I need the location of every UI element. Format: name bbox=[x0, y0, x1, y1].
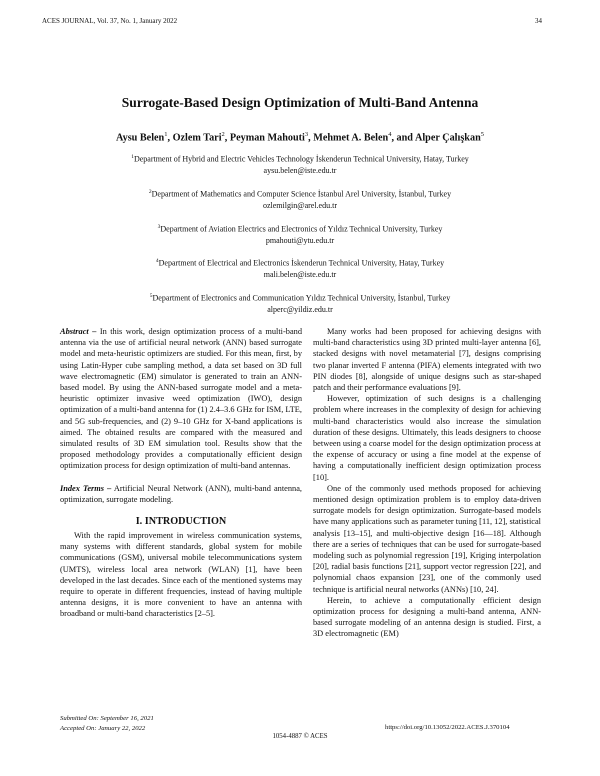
index-terms: Index Terms – Artificial Neural Network (ANN), multi-band antenna, optimization, surrogate modeling. bbox=[60, 483, 302, 504]
page-number: 34 bbox=[535, 17, 542, 25]
affiliation-marker: 3 bbox=[304, 131, 309, 138]
abstract: Abstract – In this work, design optimization process of a multi-band antenna via the use of artificial neural network (ANN) based surrogate model and meta-heuristic optimizers are studied. For this mean, first, by using Latin-Hyper cube sampling method, a data set based on 3D full wave electromagnetic (EM) simulator is generated to train an ANN-based model. By using the ANN-based surrogate model and a meta-heuristic optimizer invasive weed optimization (IWO), design optimization of a multi-band antenna for (1) 2.4–3.6 GHz for ISM, LTE, and 5G sub-frequencies, and (2) 9–10 GHz for X-band applications is aimed. The obtained results are compared with the measured and simulated results of 3D EM simulation tool. Results show that the proposed methodology provides a computationally efficient design optimization process for design optimization of multi-band antennas. bbox=[60, 327, 302, 471]
email: ozlemilgin@arel.edu.tr bbox=[262, 201, 337, 211]
intro-paragraph: With the rapid improvement in wireless communication systems, many systems with different standards, global system for mobile communications (GSM), universal mobile telecommunications system (UMTS), wireless local area network (WLAN) [1], have been developed in the last decades. Since each of the mentioned systems may require to operate in different frequencies, instead of having multiple antenna designs, it is more convenient to have an antenna with broadband or multi-band characteristics [2–5]. bbox=[60, 531, 302, 619]
section-heading: I. INTRODUCTION bbox=[135, 516, 227, 528]
author-name: Aysu Belen bbox=[116, 132, 165, 144]
paragraph: Herein, to achieve a computationally efficient design optimization process for designing a multi-band antenna, ANN-based surrogate modeling of an antenna design is studied. First, a 3D electromagnetic (EM) bbox=[313, 595, 541, 639]
author-list: Aysu Belen$^1$, Ozlem Tari$^2$, Peyman Mahouti$^3$, Mehmet A. Belen$^4$, and Alper Çalışkan$^5$ bbox=[116, 131, 484, 144]
paragraph: However, optimization of such designs is a challenging problem where increases in the complexity of design for achieving multi-band characteristics would also increase the simulation duration of these designs. Ultimately, this leads designers to choose between using a coarse model for the design optimization process at the expense of accuracy or using a fine model at the expense of having a computationally inefficient design optimization process [10]. bbox=[313, 394, 541, 482]
affiliation-marker: 2 bbox=[221, 131, 225, 138]
affiliation-5: $^5$Department of Electronics and Communication Yıldız Technical University, İstanbul, Turkey alperc@yildiz.edu.tr bbox=[149, 293, 451, 315]
right-column bbox=[313, 326, 541, 640]
affiliation-marker: 1 bbox=[164, 131, 168, 138]
email: mali.belen@iste.edu.tr bbox=[263, 270, 337, 280]
affiliation-3: $^3$Department of Aviation Electrics and Electronics of Yıldız Technical University, Turkey pmahouti@ytu.edu.tr bbox=[157, 224, 443, 246]
accepted-date: Accepted On: January 22, 2022 bbox=[60, 725, 146, 732]
author-name: Alper Çalışkan bbox=[414, 132, 481, 144]
submitted-date: Submitted On: September 16, 2021 bbox=[60, 715, 154, 722]
email: aysu.belen@iste.edu.tr bbox=[263, 166, 337, 176]
email: pmahouti@ytu.edu.tr bbox=[265, 236, 335, 246]
running-header: ACES JOURNAL, Vol. 37, No. 1, January 2022 bbox=[42, 17, 178, 25]
author-name: Peyman Mahouti bbox=[229, 132, 305, 144]
affiliation-4: $^4$Department of Electrical and Electronics İskenderun Technical University, Hatay, Turkey mali.belen@iste.edu.tr bbox=[155, 258, 445, 280]
left-column bbox=[60, 326, 302, 620]
author-name: Mehmet A. Belen bbox=[313, 132, 389, 144]
affiliation-2: $^2$Department of Mathematics and Computer Science İstanbul Arel University, İstanbul, Turkey ozlemilgin@arel.edu.tr bbox=[148, 189, 452, 211]
email: alperc@yildiz.edu.tr bbox=[267, 305, 333, 315]
affiliation-marker: 4 bbox=[388, 131, 392, 138]
doi-link[interactable]: https://doi.org/10.13052/2022.ACES.J.370104 bbox=[385, 724, 510, 731]
author-name: Ozlem Tari bbox=[172, 132, 222, 144]
affiliation-1: $^1$Department of Hybrid and Electric Vehicles Technology İskenderun Technical University, Hatay, Turkey aysu.belen@iste.edu.tr bbox=[131, 154, 469, 176]
paragraph: Many works had been proposed for achieving designs with multi-band characteristics using 3D printed multi-layer antenna [6], stacked designs with novel metamaterial [7], designs comprising two planar inverted F antenna (PIFA) elements integrated with two PIN diodes [8], alongside of unique designs such as star-shaped patch and their performance evaluations [9]. bbox=[313, 327, 541, 393]
issn: 1054-4887 © ACES bbox=[272, 733, 328, 740]
paragraph: One of the commonly used methods proposed for achieving mentioned design optimization problem is to employ data-driven surrogate models for design optimization. Surrogate-based models have many applications such as parameter tuning [11, 12], statistical analysis [13–15], and multi-objective design [16—18]. Although there are a series of techniques that can be used for surrogate-based modeling such as polynomial regression [19], Kriging interpolation [20], radial basis functions [21], support vector regression [22], and polynomial chaos expansion [23], one of the commonly used technique is artificial neural networks (ANNs) [10, 24]. bbox=[313, 483, 541, 594]
paper-title: Surrogate-Based Design Optimization of Multi-Band Antenna bbox=[121, 95, 479, 110]
affiliation-marker: 5 bbox=[480, 131, 484, 138]
